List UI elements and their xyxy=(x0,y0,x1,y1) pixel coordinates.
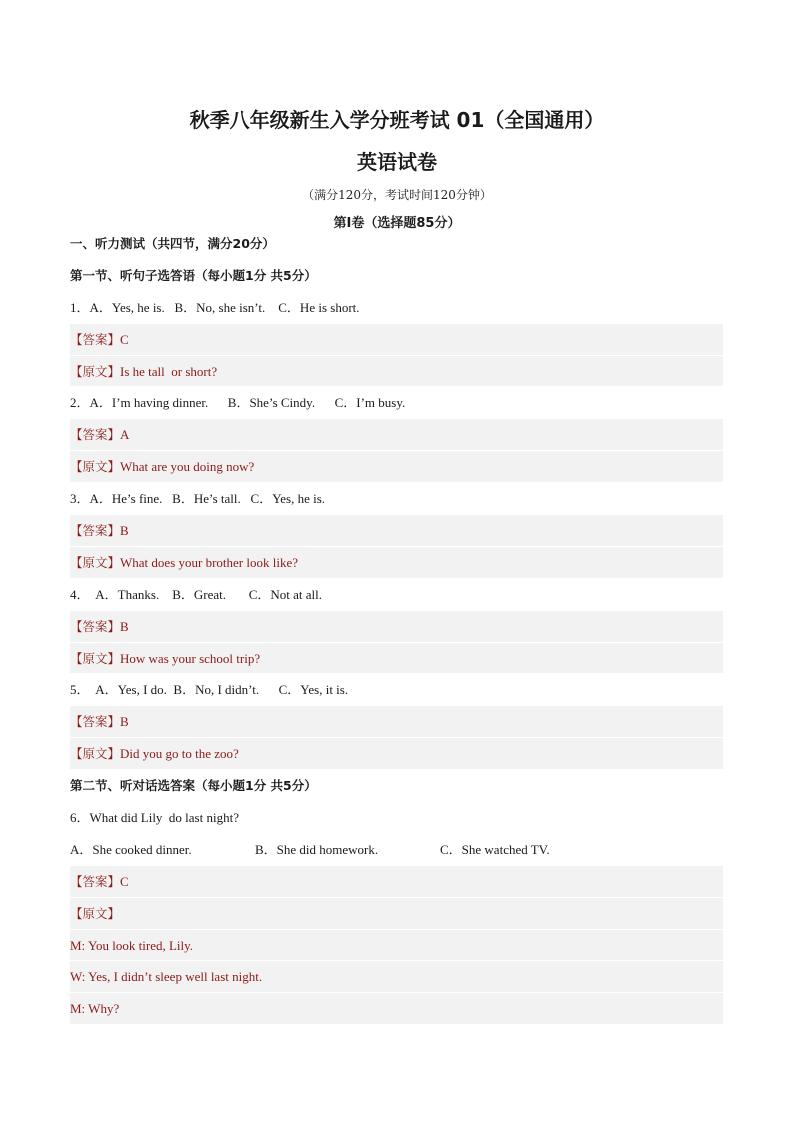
answer-value: B xyxy=(120,714,129,730)
section-heading-1: 第一节、听句子选答语（每小题1分 共5分） xyxy=(70,267,317,283)
answer-row-5 xyxy=(70,706,723,738)
question-1: 1．A．Yes, he is. B．No, she isn’t. C．He is short. xyxy=(70,299,360,315)
answer-value: B xyxy=(120,618,129,634)
original-row-4 xyxy=(70,643,723,675)
question-6-options xyxy=(70,834,723,866)
question-4: 4． A．Thanks. B．Great. C．Not at all. xyxy=(70,586,323,602)
answer-label: 【答案】 xyxy=(70,331,121,347)
question-3: 3．A．He’s fine. B．He’s tall. C．Yes, he is. xyxy=(70,491,326,507)
original-text: How was your school trip? xyxy=(120,650,261,666)
original-row-3 xyxy=(70,547,723,579)
option-b: B．She did homework. xyxy=(255,841,379,857)
answer-value: C xyxy=(120,331,129,347)
original-label: 【原文】 xyxy=(70,650,121,666)
answer-value: C xyxy=(120,873,129,889)
original-label: 【原文】 xyxy=(70,459,121,475)
volume-heading: 第Ⅰ卷（选择题85分） xyxy=(333,216,461,231)
answer-value: A xyxy=(120,427,130,443)
section-heading-2: 第二节、听对话选答案（每小题1分 共5分） xyxy=(70,778,317,794)
dialogue-line-3: M: Why? xyxy=(70,993,723,1025)
answer-row-6 xyxy=(70,866,723,898)
answer-row-3 xyxy=(70,515,723,547)
original-text: What are you doing now? xyxy=(120,459,255,475)
answer-label: 【答案】 xyxy=(70,714,121,730)
exam-content xyxy=(70,228,723,1025)
original-text: Did you go to the zoo? xyxy=(120,746,239,762)
original-row-6 xyxy=(70,898,723,930)
option-c: C．She watched TV. xyxy=(440,841,550,857)
dialogue-line-2: W: Yes, I didn’t sleep well last night. xyxy=(70,961,723,993)
answer-row-1 xyxy=(70,324,723,356)
dialogue-line-1: M: You look tired, Lily. xyxy=(70,930,723,962)
question-2: 2．A．I’m having dinner. B．She’s Cindy. C．I’m busy. xyxy=(70,395,406,411)
exam-title: 秋季八年级新生入学分班考试 01（全国通用） xyxy=(189,108,605,132)
part-heading: 一、听力测试（共四节，满分20分） xyxy=(70,236,275,251)
answer-row-4 xyxy=(70,611,723,643)
option-a: A．She cooked dinner. xyxy=(70,841,192,857)
question-6-stem: 6．What did Lily do last night? xyxy=(70,810,239,826)
original-label: 【原文】 xyxy=(70,746,121,762)
original-label: 【原文】 xyxy=(70,554,121,570)
original-text: Is he tall or short? xyxy=(120,363,218,379)
answer-label: 【答案】 xyxy=(70,427,121,443)
answer-label: 【答案】 xyxy=(70,873,121,889)
answer-value: B xyxy=(120,523,129,539)
answer-row-2 xyxy=(70,419,723,451)
original-text: What does your brother look like? xyxy=(120,554,298,570)
answer-label: 【答案】 xyxy=(70,618,121,634)
original-row-5 xyxy=(70,738,723,770)
original-row-1 xyxy=(70,356,723,388)
original-label: 【原文】 xyxy=(70,363,121,379)
exam-subtitle: 英语试卷 xyxy=(357,150,437,174)
answer-label: 【答案】 xyxy=(70,523,121,539)
question-5: 5． A．Yes, I do. B．No, I didn’t. C．Yes, it is. xyxy=(70,682,349,698)
score-time-note: （满分120分，考试时间120分钟） xyxy=(302,188,492,202)
original-row-2 xyxy=(70,451,723,483)
original-label: 【原文】 xyxy=(70,905,121,921)
